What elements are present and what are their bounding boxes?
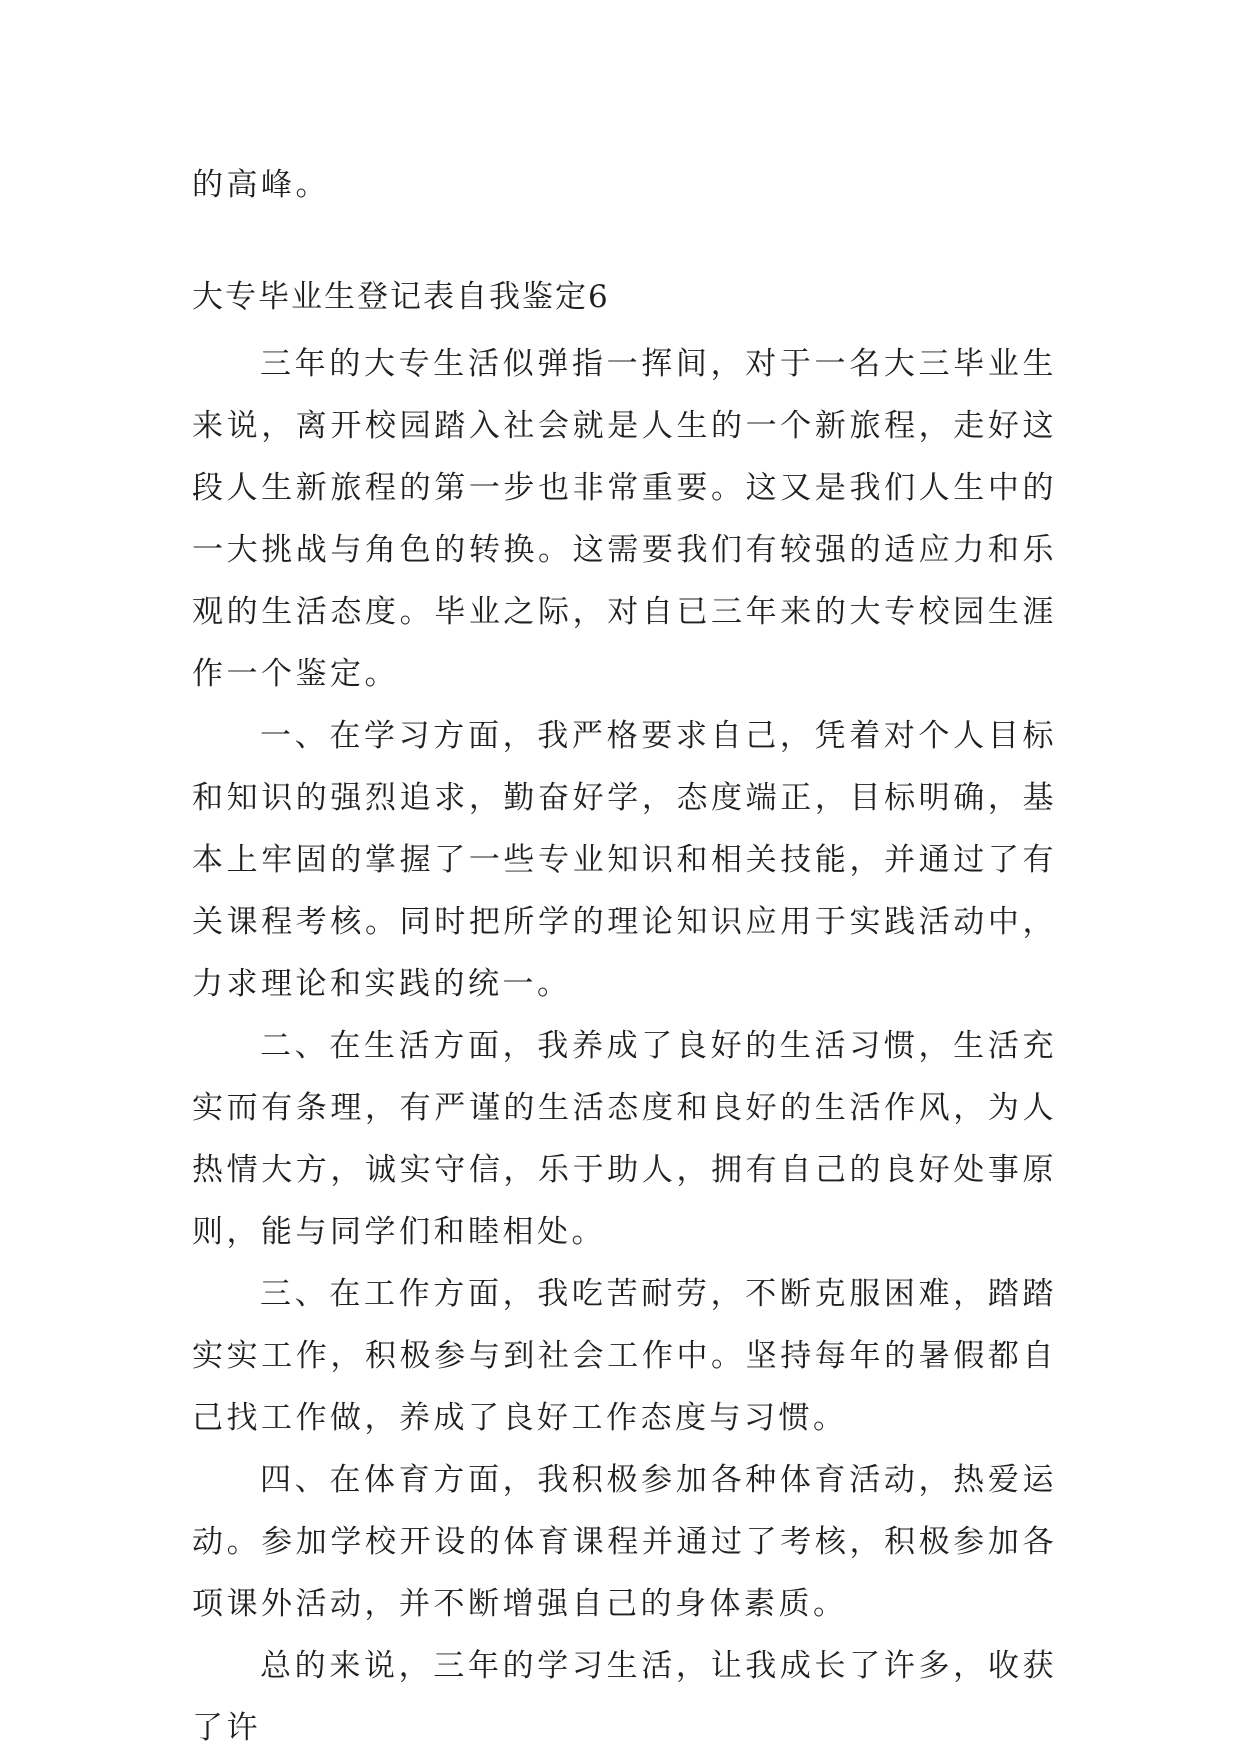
continuation-line: 的高峰。 <box>192 167 330 203</box>
section-heading: 大专毕业生登记表自我鉴定6 <box>192 279 610 315</box>
paragraph-work: 三、在工作方面，我吃苦耐劳，不断克服困难，踏踏实实工作，积极参与到社会工作中。坚持每年的暑假都自己找工作做，养成了良好工作态度与习惯。 <box>192 1276 1057 1436</box>
body-text <box>192 333 1057 1759</box>
paragraph-study: 一、在学习方面，我严格要求自己，凭着对个人目标和知识的强烈追求，勤奋好学，态度端正，目标明确，基本上牢固的掌握了一些专业知识和相关技能，并通过了有关课程考核。同时把所学的理论知识应用于实践活动中，力求理论和实践的统一。 <box>192 718 1057 1002</box>
paragraph-intro: 三年的大专生活似弹指一挥间，对于一名大三毕业生来说，离开校园踏入社会就是人生的一个新旅程，走好这段人生新旅程的第一步也非常重要。这又是我们人生中的一大挑战与角色的转换。这需要我们有较强的适应力和乐观的生活态度。毕业之际，对自已三年来的大专校园生涯作一个鉴定。 <box>192 346 1057 692</box>
paragraph-summary: 总的来说，三年的学习生活，让我成长了许多，收获了许 <box>192 1648 1057 1746</box>
paragraph-life: 二、在生活方面，我养成了良好的生活习惯，生活充实而有条理，有严谨的生活态度和良好的生活作风，为人热情大方，诚实守信，乐于助人，拥有自己的良好处事原则，能与同学们和睦相处。 <box>192 1028 1057 1250</box>
paragraph-sports: 四、在体育方面，我积极参加各种体育活动，热爱运动。参加学校开设的体育课程并通过了考核，积极参加各项课外活动，并不断增强自己的身体素质。 <box>192 1462 1057 1622</box>
